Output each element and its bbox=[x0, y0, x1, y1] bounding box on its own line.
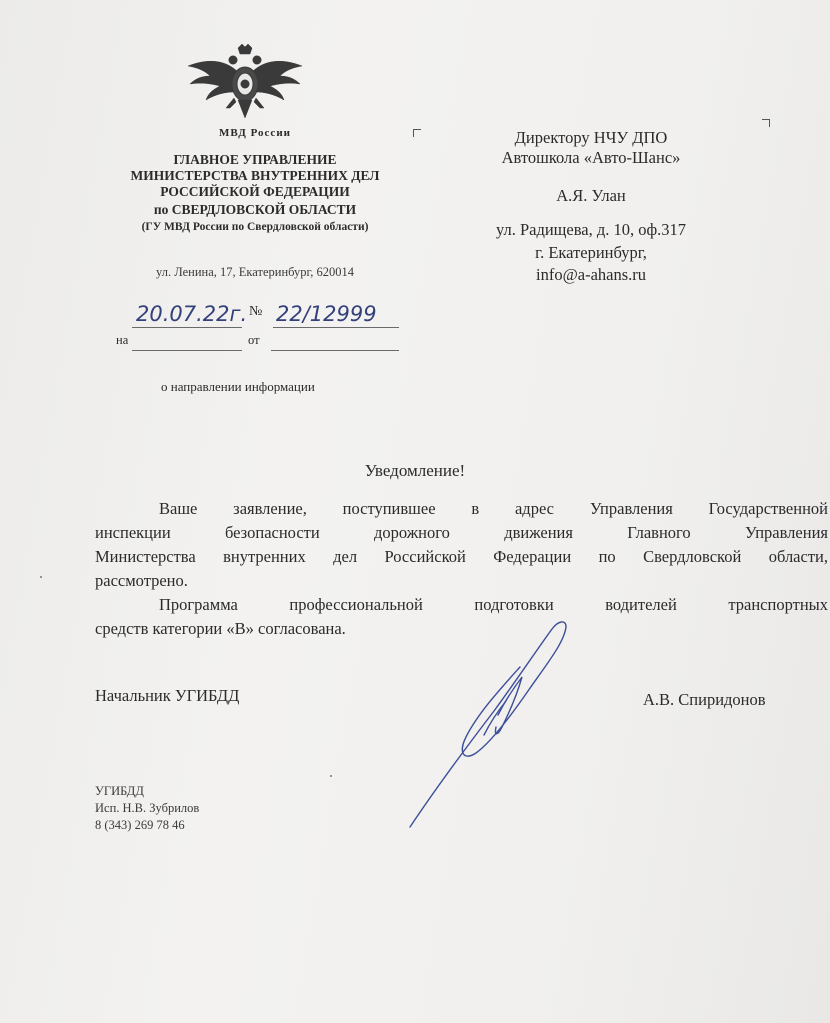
sender-address: ул. Ленина, 17, Екатеринбург, 620014 bbox=[156, 265, 354, 279]
registration-number-sign: № bbox=[249, 304, 263, 319]
body-line: рассмотрено. bbox=[95, 571, 188, 590]
signatory-position: Начальник УГИБДД bbox=[95, 686, 240, 705]
date-underline bbox=[132, 327, 242, 328]
mvd-emblem-double-headed-eagle bbox=[186, 42, 304, 124]
address-corner-mark bbox=[413, 129, 421, 137]
body-paragraph bbox=[95, 497, 828, 593]
registration-number-handwritten: 22/12999 bbox=[276, 302, 377, 326]
addressee-name: А.Я. Улан bbox=[556, 186, 626, 205]
paper-speck bbox=[330, 775, 332, 777]
letter-subject: о направлении информации bbox=[161, 379, 315, 394]
addressee-line: Автошкола «Авто-Шанс» bbox=[501, 148, 681, 167]
body-line: Программа профессиональной подготовки водителей транспортных bbox=[159, 595, 828, 614]
notice-title: Уведомление! bbox=[364, 461, 466, 480]
addressee-line: Директору НЧУ ДПО bbox=[514, 128, 668, 147]
body-line: инспекции безопасности дорожного движения Главного Управления bbox=[95, 523, 828, 542]
ministry-short-name: МВД России bbox=[218, 127, 291, 139]
body-line: Ваше заявление, поступившее в адрес Управления Государственной bbox=[159, 499, 828, 518]
signatory-name: А.В. Спиридонов bbox=[643, 690, 766, 709]
footer-phone: 8 (343) 269 78 46 bbox=[95, 818, 185, 832]
number-underline bbox=[273, 327, 399, 328]
sender-header-line: РОССИЙСКОЙ ФЕДЕРАЦИИ bbox=[160, 184, 350, 199]
registration-date-handwritten: 20.07.22г. bbox=[136, 302, 248, 326]
sender-header-line: МИНИСТЕРСТВА ВНУТРЕННИХ ДЕЛ bbox=[130, 168, 380, 183]
sender-header-line: ГЛАВНОЕ УПРАВЛЕНИЕ bbox=[173, 152, 337, 167]
handwritten-signature bbox=[398, 615, 573, 835]
reply-to-underline bbox=[132, 350, 242, 351]
reply-to-label: на bbox=[116, 333, 129, 347]
body-line: Министерства внутренних дел Российской Федерации по Свердловской области, bbox=[95, 547, 828, 566]
address-corner-mark bbox=[762, 119, 770, 127]
body-line: средств категории «В» согласована. bbox=[95, 619, 346, 638]
sender-header-line: (ГУ МВД России по Свердловской области) bbox=[141, 221, 369, 233]
addressee-line: ул. Радищева, д. 10, оф.317 bbox=[495, 220, 687, 239]
addressee-line: г. Екатеринбург, bbox=[535, 243, 647, 262]
footer-executor: Исп. Н.В. Зубрилов bbox=[95, 801, 200, 815]
sender-header-line: по СВЕРДЛОВСКОЙ ОБЛАСТИ bbox=[153, 202, 357, 217]
reply-from-label: от bbox=[248, 333, 260, 347]
footer-department: УГИБДД bbox=[95, 784, 144, 798]
paper-speck bbox=[40, 576, 42, 578]
reply-from-underline bbox=[271, 350, 399, 351]
addressee-email: info@a-ahans.ru bbox=[535, 265, 647, 284]
